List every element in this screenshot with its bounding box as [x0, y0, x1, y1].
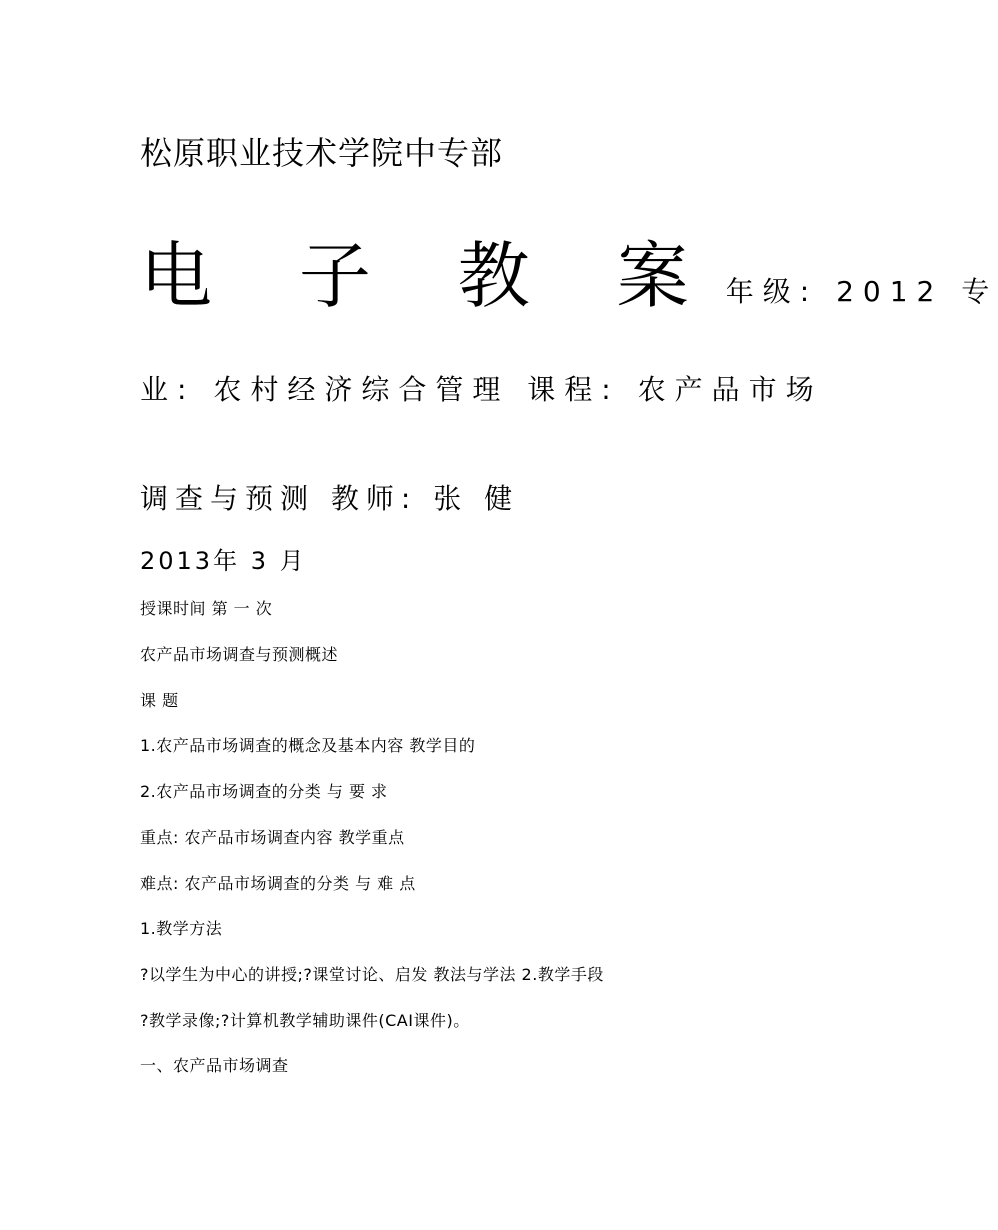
body-line: ?教学录像;?计算机教学辅助课件(CAI课件)。 — [140, 1011, 470, 1030]
school-name: 松原职业技术学院中专部 — [140, 134, 504, 172]
body-line: 授课时间 第 一 次 — [140, 599, 273, 618]
body-line: 1.农产品市场调查的概念及基本内容 教学目的 — [140, 736, 476, 755]
date-line: 2013年 3 月 — [140, 547, 307, 575]
major-course-line: 业: 农村经济综合管理 课程: 农产品市场 — [140, 373, 823, 406]
body-line: 1.教学方法 — [140, 919, 223, 938]
document-title: 电 子 教 案 — [140, 234, 721, 318]
grade-text: 年级: 2012 专 — [725, 275, 998, 308]
body-line: 重点: 农产品市场调查内容 教学重点 — [140, 828, 405, 847]
body-line: ?以学生为中心的讲授;?课堂讨论、启发 教法与学法 2.教学手段 — [140, 965, 604, 984]
body-line: 一、农产品市场调查 — [140, 1056, 289, 1075]
body-line: 2.农产品市场调查的分类 与 要 求 — [140, 782, 388, 801]
body-line: 课 题 — [140, 691, 179, 710]
body-line: 难点: 农产品市场调查的分类 与 难 点 — [140, 874, 416, 893]
title-row — [140, 218, 998, 322]
body-line: 农产品市场调查与预测概述 — [140, 645, 339, 664]
course-teacher-line: 调查与预测 教师: 张 健 — [140, 482, 520, 515]
